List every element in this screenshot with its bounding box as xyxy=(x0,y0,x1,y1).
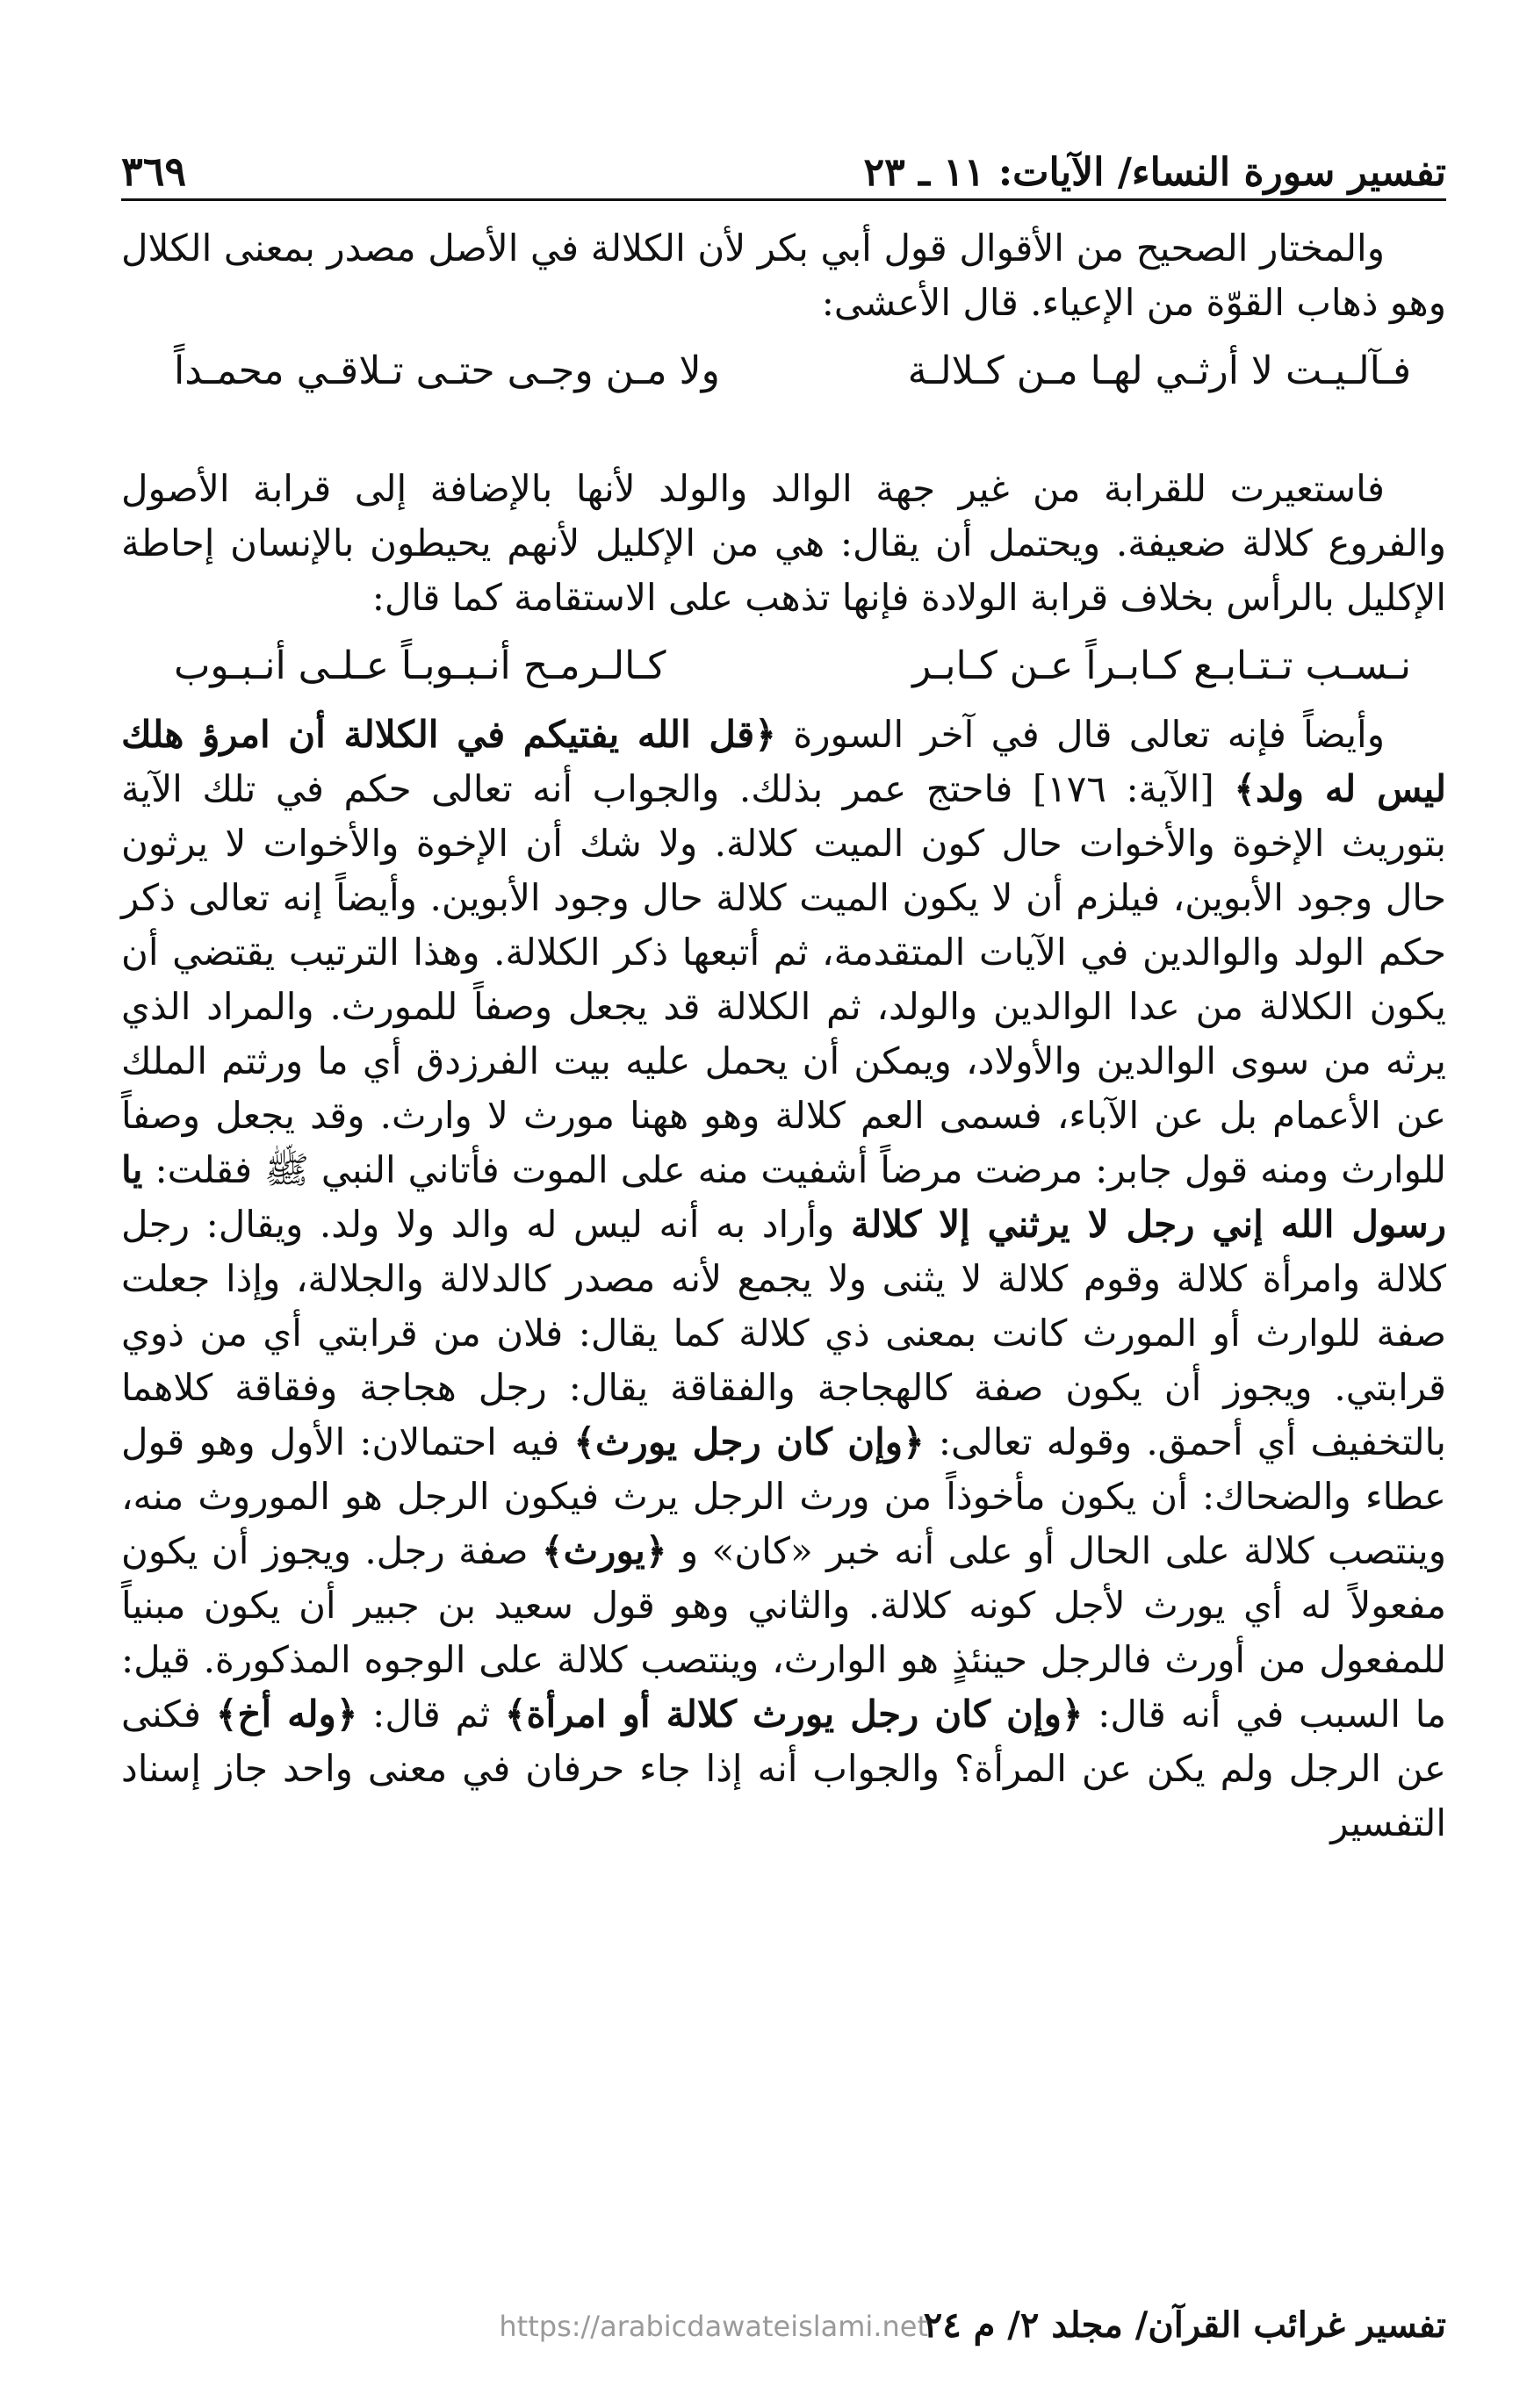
poetry-verse-2 xyxy=(121,639,1446,694)
paragraph-2: فاستعيرت للقرابة من غير جهة الوالد والولد لأنها بالإضافة إلى قرابة الأصول والفروع كلالة ضعيفة. ويحتمل أن يقال: هي من الإكليل لأنهم يحيطون بالإنسان إحاطة الإكليل بالرأس بخلاف قرابة الولادة فإنها تذهب على الاستقامة كما قال: xyxy=(121,467,1446,619)
text-segment: صفة رجل. ويجوز أن يكون مفعولاً له أي يورث لأجل كونه كلالة. والثاني وهو قول سعيد بن جبير أن يكون مبنياً للمفعول من أورث فالرجل حينئذٍ هو الوارث، وينتصب كلالة على الوجوه المذكورة. قيل: ما السبب في أنه قال: xyxy=(121,1529,1447,1736)
verse-2-first-hemistich: نـسـب تـتـابـع كـابـراً عـن كـابـر xyxy=(912,643,1411,688)
poetry-verse-1 xyxy=(121,344,1446,399)
verse-1-first-hemistich: فـآلـيـت لا أرثـي لهـا مـن كـلالـة xyxy=(907,349,1411,393)
quran-quote: ﴿قل الله يفتيكم في الكلالة أن امرؤ هلك ليس له ولد﴾ xyxy=(121,713,1446,810)
page-number: ٣٦٩ xyxy=(121,147,187,195)
paragraph-3 xyxy=(121,708,1446,1851)
page-header xyxy=(121,132,1446,201)
text-segment: فيه احتمالان: الأول وهو قول عطاء والضحاك: أن يكون مأخوذاً من ورث الرجل يرث فيكون الرجل هو الموروث منه، وينتصب كلالة على الحال أو على أنه خبر «كان» و xyxy=(121,1420,1446,1572)
page-footer xyxy=(121,2304,1446,2366)
text-segment: [الآية: ١٧٦] فاحتج عمر بذلك. والجواب أنه تعالى حكم في تلك الآية بتوريث الإخوة والأخوات حال كون الميت كلالة. ولا شك أن الإخوة والأخوات لا يرثون حال وجود الأبوين، فيلزم أن لا يكون الميت كلالة حال وجود الأبوين. وأيضاً إنه تعالى ذكر حكم الولد والوالدين في الآيات المتقدمة، ثم أتبعها ذكر الكلالة. وهذا الترتيب يقتضي أن يكون الكلالة من عدا الوالدين والولد، ثم الكلالة قد يجعل وصفاً للمورث. والمراد الذي يرثه من سوى الوالدين والأولاد، ويمكن أن يحمل عليه بيت الفرزدق أي ما ورثتم الملك عن الأعمام بل عن الآباء، فسمى العم كلالة وهو ههنا مورث لا وارث. وقد يجعل وصفاً للوارث ومنه قول جابر: مرضت مرضاً أشفيت منه على الموت فأتاني النبي ﷺ فقلت: xyxy=(121,767,1446,1191)
quran-quote: ﴿وإن كان رجل يورث كلالة أو امرأة﴾ xyxy=(504,1693,1084,1736)
quran-quote: ﴿يورث﴾ xyxy=(542,1529,667,1572)
running-title: تفسير سورة النساء/ الآيات: ١١ ـ ٢٣ xyxy=(863,150,1446,195)
text-segment: ثم قال: xyxy=(357,1693,505,1736)
volume-reference: تفسير غرائب القرآن/ مجلد ٢/ م ٢٤ xyxy=(923,2304,1446,2346)
main-text xyxy=(121,221,1446,1851)
paragraph-1: والمختار الصحيح من الأقوال قول أبي بكر لأن الكلالة في الأصل مصدر بمعنى الكلال وهو ذهاب القوّة من الإعياء. قال الأعشى: xyxy=(121,226,1446,324)
text-segment: وأيضاً فإنه تعالى قال في آخر السورة xyxy=(775,713,1385,756)
quran-quote: ﴿وله أخ﴾ xyxy=(215,1693,358,1736)
watermark-url: https://arabicdawateislami.net xyxy=(499,2310,928,2343)
quran-quote: ﴿وإن كان رجل يورث﴾ xyxy=(573,1420,925,1463)
hadith-quote: يا رسول الله إني رجل لا يرثني إلا كلالة xyxy=(121,1148,1447,1246)
text-segment: وأراد به أنه ليس له والد ولا ولد. ويقال: رجل كلالة وامرأة كلالة وقوم كلالة لا يثنى ولا يجمع لأنه مصدر كالدلالة والجلالة، وإذا جعلت صفة للوارث أو المورث كانت بمعنى ذي كلالة كما يقال: فلان من قرابتي أي من ذوي قرابتي. ويجوز أن يكون صفة كالهجاجة والفقاقة يقال: رجل هجاجة وفقاقة كلاهما بالتخفيف أي أحمق. وقوله تعالى: xyxy=(121,1203,1447,1463)
verse-2-second-hemistich: كـالـرمـح أنـبـوبـاً عـلـى أنـبـوب xyxy=(174,643,666,688)
verse-1-second-hemistich: ولا مـن وجـى حتـى تـلاقـي محمـداً xyxy=(174,349,720,393)
text-segment: فكنى عن الرجل ولم يكن عن المرأة؟ والجواب أنه إذا جاء حرفان في معنى واحد جاز إسناد التفسير xyxy=(121,1693,1446,1844)
